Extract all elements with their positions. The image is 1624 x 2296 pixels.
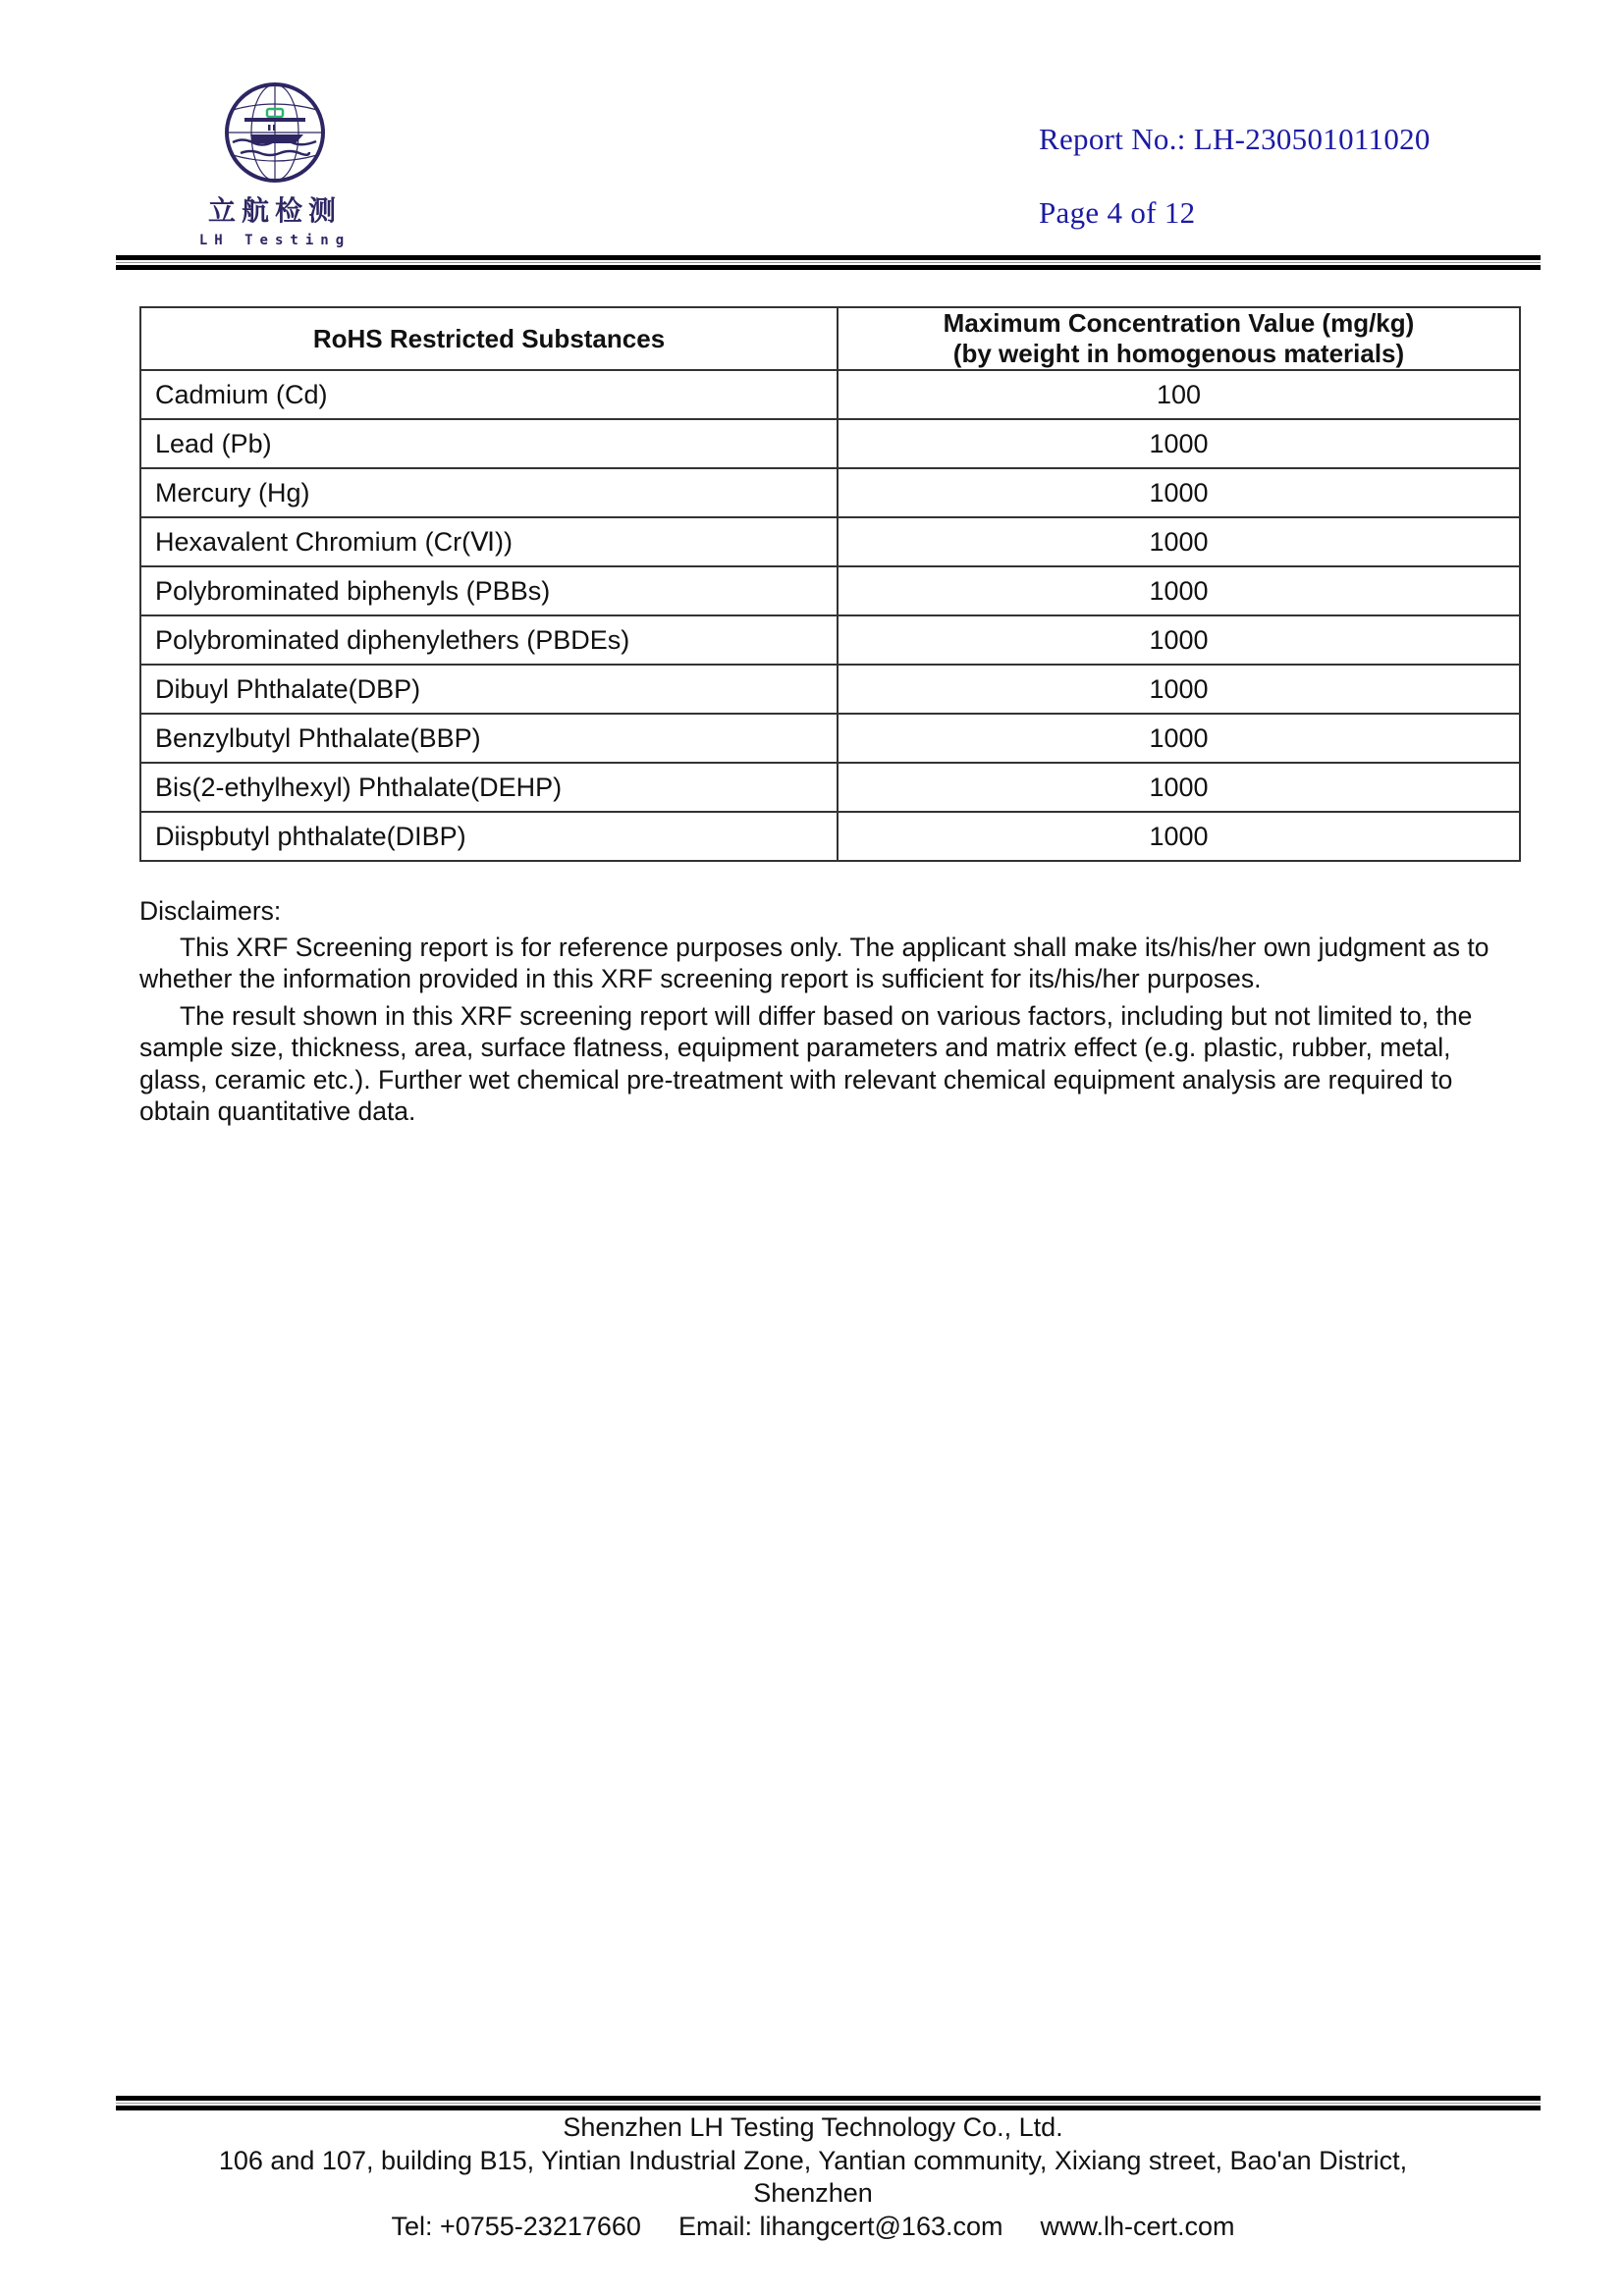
- max-value-cell: 1000: [838, 665, 1520, 714]
- table-row: [140, 714, 1520, 763]
- footer-divider: [116, 2096, 1541, 2110]
- substance-cell: Bis(2-ethylhexyl) Phthalate(DEHP): [140, 763, 838, 812]
- max-value-cell: 1000: [838, 566, 1520, 615]
- rohs-limits-table: [139, 306, 1521, 862]
- substance-cell: Cadmium (Cd): [140, 370, 838, 419]
- footer-company: Shenzhen LH Testing Technology Co., Ltd.: [563, 2112, 1063, 2142]
- footer-address-line1: 106 and 107, building B15, Yintian Industrial Zone, Yantian community, Xixiang street, Bao'an District,: [218, 2145, 1408, 2175]
- footer-address-line2: Shenzhen: [753, 2178, 873, 2208]
- table-row: [140, 763, 1520, 812]
- substance-cell: [140, 517, 838, 566]
- table-header-row: [140, 307, 1520, 370]
- substance-prefix: Hexavalent Chromium (Cr(: [155, 526, 471, 557]
- company-logo: [187, 80, 363, 252]
- disclaimers-section: [139, 895, 1524, 1133]
- max-value-cell: 1000: [838, 468, 1520, 517]
- disclaimers-title: Disclaimers:: [139, 896, 282, 926]
- table-row: [140, 615, 1520, 665]
- max-value-cell: 1000: [838, 763, 1520, 812]
- report-number: Report No.: LH-230501011020: [1039, 122, 1431, 156]
- max-value-cell: 1000: [838, 812, 1520, 861]
- table-row: [140, 370, 1520, 419]
- table-row: [140, 665, 1520, 714]
- column-header-max-value-line1: Maximum Concentration Value (mg/kg): [943, 308, 1415, 338]
- substance-cell: Polybrominated diphenylethers (PBDEs): [140, 615, 838, 665]
- substance-cell: Lead (Pb): [140, 419, 838, 468]
- table-row: [140, 419, 1520, 468]
- max-value-cell: 1000: [838, 615, 1520, 665]
- globe-ship-logo-icon: [223, 80, 327, 185]
- roman-numeral: Ⅵ: [470, 526, 495, 557]
- table-row: [140, 566, 1520, 615]
- disclaimer-paragraph: This XRF Screening report is for reference purposes only. The applicant shall make its/his/her own judgment as to whether the information provided in this XRF screening report is sufficient for its/his/her purposes.: [139, 932, 1489, 993]
- page-indicator: Page 4 of 12: [1039, 195, 1196, 230]
- footer-contacts: [116, 2211, 1510, 2244]
- substance-cell: Mercury (Hg): [140, 468, 838, 517]
- header-divider: [116, 255, 1541, 270]
- logo-chinese-name: 立航检测: [207, 194, 342, 227]
- substance-cell: Diispbutyl phthalate(DIBP): [140, 812, 838, 861]
- substance-suffix: )): [494, 526, 513, 557]
- substance-cell: Polybrominated biphenyls (PBBs): [140, 566, 838, 615]
- footer-website: www.lh-cert.com: [1040, 2211, 1235, 2241]
- max-value-cell: 1000: [838, 517, 1520, 566]
- table-row: [140, 468, 1520, 517]
- substance-cell: Benzylbutyl Phthalate(BBP): [140, 714, 838, 763]
- footer-tel: Tel: +0755-23217660: [391, 2211, 641, 2241]
- table-row: [140, 812, 1520, 861]
- column-header-max-value-line2: (by weight in homogenous materials): [952, 339, 1405, 368]
- footer-email: Email: lihangcert@163.com: [677, 2211, 1003, 2241]
- table-row: [140, 517, 1520, 566]
- substance-cell: Dibuyl Phthalate(DBP): [140, 665, 838, 714]
- column-header-max-value: [838, 307, 1520, 370]
- report-meta: [1039, 121, 1431, 231]
- page-footer: [116, 2111, 1510, 2243]
- disclaimer-paragraph: The result shown in this XRF screening report will differ based on various factors, including but not limited to, the sample size, thickness, area, surface flatness, equipment parameters and matrix effect (e.g. plastic, rubber, metal, glass, ceramic etc.). Further wet chemical pre-treatment with relevant chemical equipment analysis are required to obtain quantitative data.: [139, 1000, 1473, 1126]
- column-header-substance: RoHS Restricted Substances: [140, 307, 838, 370]
- max-value-cell: 1000: [838, 714, 1520, 763]
- max-value-cell: 1000: [838, 419, 1520, 468]
- logo-english-name: LH Testing: [198, 233, 352, 248]
- max-value-cell: 100: [838, 370, 1520, 419]
